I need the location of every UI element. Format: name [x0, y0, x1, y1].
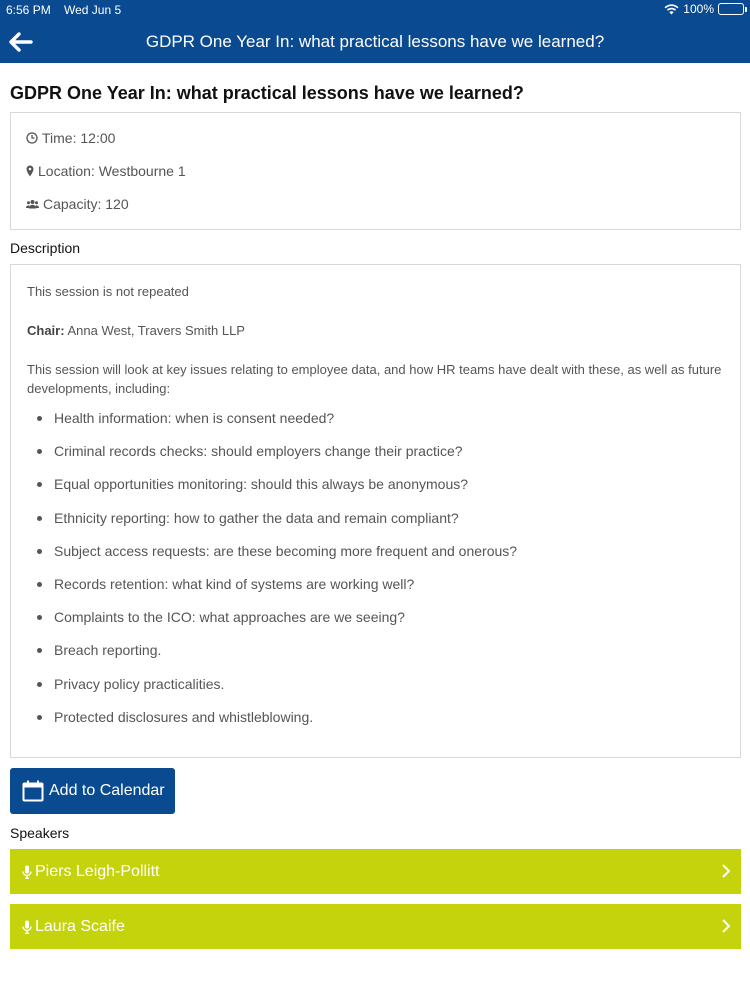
- description-heading: Description: [10, 240, 81, 256]
- list-item: Ethnicity reporting: how to gather the data and remain compliant?: [37, 507, 724, 540]
- back-arrow-icon: [9, 32, 33, 52]
- page-title: GDPR One Year In: what practical lessons have we learned?: [10, 83, 524, 103]
- session-capacity-text: Capacity: 120: [43, 196, 129, 212]
- session-time-text: Time: 12:00: [42, 130, 116, 146]
- clock-icon: [26, 132, 38, 144]
- back-button[interactable]: [8, 29, 34, 55]
- list-item: Breach reporting.: [37, 639, 724, 672]
- list-item: Complaints to the ICO: what approaches are we seeing?: [37, 606, 724, 639]
- map-pin-icon: [26, 165, 34, 177]
- list-item: Subject access requests: are these becoming more frequent and onerous?: [37, 540, 724, 573]
- description-intro: This session will look at key issues relating to employee data, and how HR teams have dealt with these, as well as future developments, including:: [27, 362, 722, 396]
- speaker-item[interactable]: [10, 849, 741, 894]
- list-item: Protected disclosures and whistleblowing.: [37, 706, 724, 739]
- list-item: Health information: when is consent needed?: [37, 407, 724, 440]
- list-item: Criminal records checks: should employers change their practice?: [37, 440, 724, 473]
- session-location-text: Location: Westbourne 1: [38, 163, 186, 179]
- description-box: [10, 264, 741, 758]
- battery-icon: [718, 3, 744, 15]
- topic-list: [27, 407, 724, 739]
- session-info-box: [10, 112, 741, 230]
- session-time: [26, 130, 115, 146]
- chevron-right-icon: [721, 918, 731, 934]
- speaker-item[interactable]: [10, 904, 741, 949]
- users-icon: [26, 199, 39, 209]
- battery-percent: 100%: [683, 2, 714, 16]
- session-detail: [10, 63, 741, 949]
- list-item: Records retention: what kind of systems are working well?: [37, 573, 724, 606]
- chevron-right-icon: [721, 863, 731, 879]
- speaker-name: Piers Leigh-Pollitt: [35, 862, 160, 880]
- wifi-icon: [664, 4, 679, 15]
- chair-value: Anna West, Travers Smith LLP: [67, 323, 245, 338]
- calendar-icon: [22, 780, 44, 802]
- chair-label: Chair:: [27, 323, 65, 338]
- speaker-name: Laura Scaife: [35, 917, 125, 935]
- session-location: [26, 163, 186, 179]
- session-capacity: [26, 196, 129, 212]
- status-date: Wed Jun 5: [64, 3, 122, 17]
- status-time: 6:56 PM: [6, 3, 51, 17]
- nav-title: GDPR One Year In: what practical lessons have we learned?: [145, 32, 605, 51]
- microphone-icon: [22, 865, 32, 879]
- status-bar: [0, 0, 750, 20]
- add-to-calendar-label: Add to Calendar: [49, 782, 165, 799]
- microphone-icon: [22, 920, 32, 934]
- chair-line: [27, 321, 724, 340]
- nav-bar: [0, 20, 750, 63]
- list-item: Privacy policy practicalities.: [37, 673, 724, 706]
- repeat-note: This session is not repeated: [27, 284, 189, 299]
- list-item: Equal opportunities monitoring: should this always be anonymous?: [37, 473, 724, 506]
- status-right: [664, 2, 744, 16]
- speakers-heading: Speakers: [10, 825, 70, 841]
- add-to-calendar-button[interactable]: [10, 768, 175, 814]
